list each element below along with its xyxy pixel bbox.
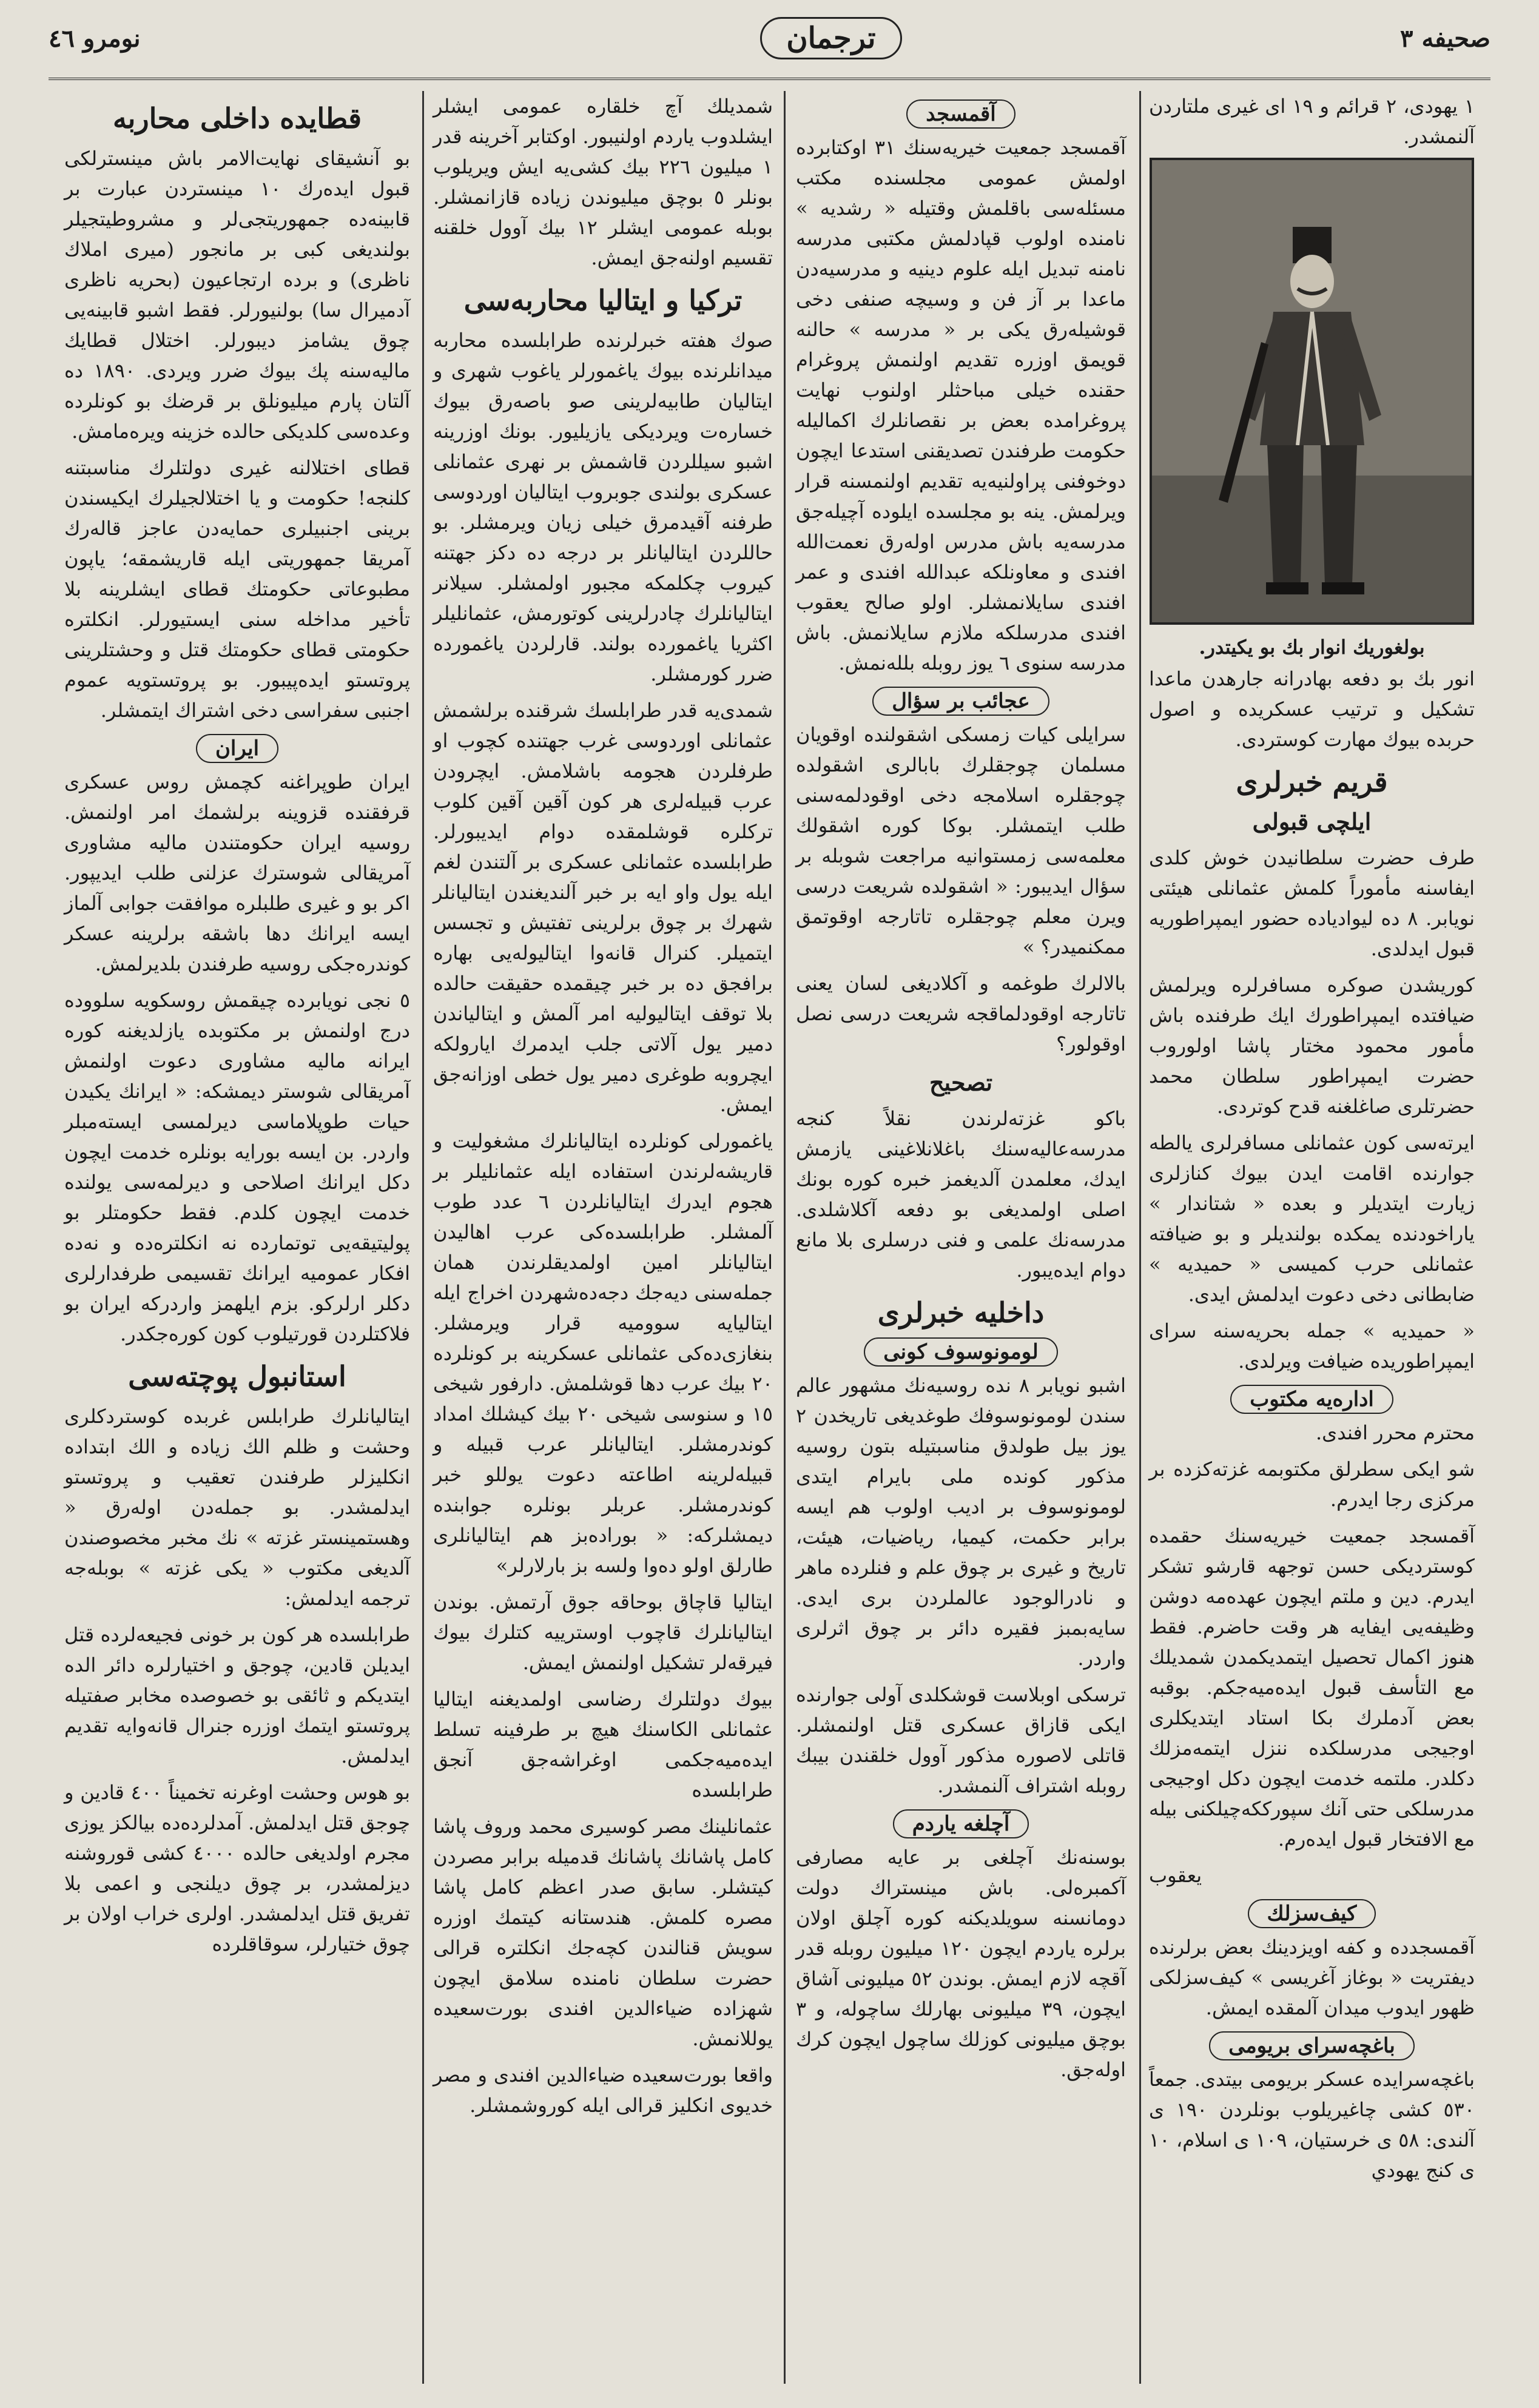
paragraph: انور بك بو دفعه بهادرانه جارهدن ماعدا تشكيل و ترتيب عسكريده و اصول حربده بیوك مهارت كوستردی. bbox=[1149, 667, 1475, 751]
paragraph: یاغمورلی كونلرده ایتالیانلرك مشغولیت و قاریشه‌لرندن استفاده ایله عثمانلیلر بر هجوم ایدرك ایتالیانلردن ٦ عدد طوب آلمشلر. طرابلسده‌كی عرب اهالیدن ایتالیانلر امین اولمدیقلرندن همان جمله‌سنی دیه‌جك دجه‌ده‌شهردن اخراج ایله ایتالیایه سوومیه قرار ویرمشلر. بنغازی‌ده‌كی عثمانلی عسكرینه بر كونلرده ٢٠ بیك عرب دها قوشلمش. دارفور شیخی ١٥ و سنوسی شیخی ٢٠ بیك كیشلك امداد كوندرمشلر. ایتالیانلر عرب قبیله و قبیله‌لرینه اطاعته دعوت یوللو خبر كوندرمشلر. عربلر بونلره جوابنده دیمشلركه: « بوراده‌بز هم ایتالیانلری طارلق اولو ده‌وا ولسه بز بارلارلر» bbox=[433, 1129, 773, 1577]
paragraph: باكو غزته‌لرندن نقلاً كنجه مدرسه‌عالیه‌سنك باغلانلاغینی یازمش ایدك، معلمدن آلدیغمز خبره كوره بونك اصلی اولمدیغی بو دفعه آكلاشلدی. مدرسه‌نك علمی و فنی درسلری بلا مانع دوام ایده‌یبور. bbox=[796, 1107, 1126, 1282]
newspaper-title: ترجمان bbox=[760, 17, 901, 59]
section-heading: استانبول پوچته‌سی bbox=[128, 1360, 346, 1393]
section-heading: اداره‌یه مكتوب bbox=[1149, 1387, 1475, 1411]
newspaper-title-cartouche bbox=[728, 17, 934, 66]
section-heading: ایران bbox=[64, 736, 410, 761]
portrait-photo bbox=[1150, 158, 1474, 625]
paragraph: بو هوس وحشت اوغرنه تخمیناً ٤٠٠ قادین و چوجق قتل ایدلمش. آمدلرده‌ده بیالكز یوزی مجرم اولدیغی حالده ٤٠٠٠ كشی قوروشنه دیزلمشدر، بر چوق دیلنجی و اعمی بلا تفریق قتل ایدلمشدر. اولری خراب اولان بر چوق ختیارلر، سوقاقلرده bbox=[64, 1781, 411, 1956]
paragraph: ایران طوپراغنه كچمش روس عسكری قرفقنده قزوینه برلشمك امر اولنمش. روسیه ایران حكومتندن مالیه مشاوری آمریقالی شوسترك عزلنی طلب ایدیپور. اكر بو و غیری طلبلره موافقت جوابی آلماز ایسه ایرانك دها باشقه برلرینه عسكر كوندره‌جكی روسیه طرفندن بلدیرلمش. bbox=[64, 770, 410, 975]
paragraph: ترسكی اوبلاست قوشكلدی آولی جوارنده ایكی قازاق عسكری قتل اولنمشلر. قاتلی لاصوره مذكور آوول خلقندن بیبك روبله اشتراف آلنمشدر. bbox=[796, 1683, 1126, 1797]
masthead bbox=[49, 17, 1490, 72]
page-number: صحیفه ٣ bbox=[1400, 24, 1490, 53]
section-heading: عجائب بر سؤال bbox=[796, 689, 1126, 713]
paragraph: ٥ نجی نویابرده چیقمش روسكویه سلووده درج اولنمش بر مكتوبده یازلدیغنه كوره ایرانه مالیه مشاوری دعوت اولنمش آمریقالی شوستر دیمشكه: « ایرانك یكیدن حیات طوپلاماسی دیرلمسی ایسته‌مبلر واردر. بن ایسه بورایه بونلره خدمت ایچون دكل ایرانك اصلاحی و دیرلمه‌سی یولنده خدمت ایچون كلدم. فقط حكومتلر بو پولیتیقه‌یی توتمارده نه انكلتره‌ده و نه‌ده افكار عمومیه ایرانك تقسیمی طرفدارلری دكلر ارلركو. بزم ایلهمز واردركه ایران بو فلاكتلردن قورتیلوب كون كوره‌جكدر. bbox=[64, 989, 410, 1345]
section-heading: داخلیه خبرلری bbox=[877, 1296, 1045, 1329]
issue-number: نومرو ٤٦ bbox=[49, 24, 141, 53]
paragraph: شمدی‌یه قدر طرابلسك شرقنده برلشمش عثمانلی اوردوسی غرب جهتنده كچوب او طرفلردن هجومه باشلامش. ایچرودن عرب قبیله‌لری هر كون آقین آقین كلوب تركلره قوشلمقده دوام ایدیبورلر. طرابلسده عثمانلی عسكری بر آلتندن لغم ایله یول واو ایه بر خبر آلندیغندن ایتالیانلر شهرك بر چوق برلرینی تفتیش و تجسس ایتمیلر. كنرال قانه‌وا ایتالیوله‌یی بهاره برافجق ده بر خبر چیقمده حقیقت حالده بلا توقف ایتالیولیه امر آلمش و ایتالیاندن دمیر یول آلاتی جلب ایدمرك ایارولكه ایچروبه طوغری دمیر یول خطی اوزانه‌جق ایمش. bbox=[433, 699, 773, 1116]
paragraph: طرف حضرت سلطانیدن خوش كلدی ایفاسنه مأموراً كلمش عثمانلی هیئتی نویابر. ٨ ده لیوادیاده حضور ایمپراطوریه قبول ایدلدی. bbox=[1149, 846, 1475, 960]
column-3 bbox=[425, 91, 781, 2384]
section-heading: باغچه‌سرای بریومی bbox=[1149, 2034, 1475, 2058]
paragraph: آقمسجد جمعیت خیریه‌سنك حقمده كوستردیكی حسن توجهه قارشو تشكر ایدرم. دین و ملتم ایچون عهده‌مه دوشن وظیفه‌یی ایفایه هر وقت حاضرم. فقط هنوز اكمال تحصیل ایتمدیكمدن شمدیلك مع التأسف قبول ایده‌میه‌جكم. بوقبه بعض آدملرك بكا استاد ایتدیكلری اوجیجی مدرسلكده ننزل ایتمه‌مزلك دكلدر. ملتمه خدمت ایچون دكل اوجیجی مدرسلكی حتی آنك سپورككه‌چیلكنی بیله مع الافتخار قبول ایده‌رم. bbox=[1149, 1524, 1475, 1851]
paragraph: آقمسجد جمعیت خیریه‌سنك ٣١ اوكتابرده اولمش عمومی مجلسنده مكتب مسئله‌سی باقلمش وقتیله « رشدیه » نامنده اولوب قپادلمش مكتبی مدرسه نامنه تبدیل ایله علوم دینیه و مدرسیه‌دن ماعدا بر آز فن و وسیچه صنفی دخی قوشیله‌رق یكی بر « مدرسه » حالنه قویمق اوزره تقدیم اولنمش پروغرام حقنده خیلی مباحثلر اولنوب نهایت پروغرامده بعض بر نقصانلرك اكمالیله حكومت طرفندن تصدیقنی استدعا ایچون دوخوفنی پراولنیه‌یه تقدیم اولنمسنه قرار ویرلمش. ینه بو مجلسده ایلوده آچیله‌جق مدرسه‌یه باش مدرس اوله‌رق نعمت‌الله افندی و معاونلكه عبدالله افندی و عمر افندی سایلانمشلر. اولو صالح يعقوب افندی مدرسلكه ملازم سایلانمش. باش مدرسه سنوی ٦ یوز روبله بلله‌نمش. bbox=[796, 136, 1126, 674]
subheading: ایلچی قبولی bbox=[1252, 808, 1372, 835]
paragraph: بیوك دولتلرك رضاسی اولمدیغنه ایتالیا عثمانلی الكاسنك هیچ بر طرفینه تسلط ایده‌میه‌جكمی اوغراشه‌جق آنجق طرابلسده bbox=[433, 1687, 773, 1801]
paragraph: كوریشدن صوكره مسافرلره ویرلمش ضیافتده ایمپراطورك ایك طرفنده باش مأمور محمود مختار پاشا اولوروب حضرت ایمپراطور سلطان محمد حضرتلری صاغلغنه قدح كوتردی. bbox=[1149, 974, 1475, 1118]
paragraph: بو آنشیقای نهایت‌الامر باش مینسترلكی قبول ایده‌رك ١٠ مینستردن عبارت بر قابینه‌ده جمهوریتجی‌لر و مشروطیتجیلر بولندیغی كبی بر مانجور (میری املاك ناظری) و برده ارتجاعیون (بحریه ناظری آدمیرال سا) بولنیورلر. فقط اشبو قابینه‌یی چوق یشامز دیبورلر. اختلال قطایك مالیه‌سنه پك بیوك ضرر ویردی. ١٨٩٠ ده آلتان پارم میلیونلق بر قرضك بو كونلرده وعده‌سی كلدیكی حالده خزینه ویره‌مامش. bbox=[64, 147, 411, 443]
paragraph: بالالرك طوغمه و آكلادیغی لسان یعنی تاتارجه اوقودلماقجه شریعت درسی نصل اوقولور؟ bbox=[796, 972, 1126, 1055]
paragraph: ١ يهودی، ٢ قرائم و ١٩ ای غیری ملتاردن آلنمشدر. bbox=[1149, 95, 1475, 148]
paragraph: سرایلی كیات زمسكی اشقولنده اوقویان مسلمان چوجقلرك بابالری اشقولده چوجقلره اسلامجه دخی اوقودلمه‌سنی طلب ایتمشلر. بوكا كوره اشقولك معلمه‌سی زمستوانیه مراجعت شوبله بر سؤال ایدیبور: « اشقولده شریعت درسی ویرن معلم چوجقلره تاتارجه اوقوتمق ممكنمیدر؟ » bbox=[796, 723, 1126, 958]
column-2 bbox=[787, 91, 1134, 2384]
section-heading: آقمسجد bbox=[796, 102, 1126, 126]
paragraph: ایتالیا قاچاق بوحاقه جوق آرتمش. بوندن ایتالیانلرك قاچوب اوسترییه كتلرك بیوك فیرقه‌لر تشكیل اولنمش ایمش. bbox=[433, 1590, 773, 1674]
section-heading: تصحیح bbox=[929, 1069, 993, 1096]
column-divider bbox=[784, 91, 786, 2384]
paragraph: ایتالیانلرك طرابلس غربده كوستردكلری وحشت و ظلم الك زیاده و الك ابتداده انكلیزلر طرفندن تعقیب و پروتستو ایدلمشدر. بو جمله‌دن اوله‌رق « وهستمینستر غزته » نك مخبر مخصوصندن آلدیغی مكتوب « یكی غزته » بوبله‌جه ترجمه ایدلمش: bbox=[64, 1405, 410, 1610]
paragraph: « حمیدیه » جمله بحریه‌سنه سرای ایمپراطوریده ضیافت ویرلدی. bbox=[1149, 1319, 1475, 1373]
paragraph: باغچه‌سرایده عسكر بریومی بیتدی. جمعاً ٥٣٠ كشی چاغیریلوب بونلردن ١٩٠ ی آلندی: ٥٨ ی خرستیان، ١٠٩ ی اسلام، ١٠ ی كنج يهودي bbox=[1149, 2068, 1475, 2182]
photo-caption: بولغوريك انوار بك بو يكيتدر. bbox=[1199, 636, 1425, 659]
section-heading: قریم خبرلری bbox=[1236, 765, 1388, 798]
paragraph: طرابلسده هر كون بر خونی فجیعه‌لرده قتل ایدیلن قادین، چوجق و اختیارلره دائر الده ایتدیكم و ثائقی بو خصوصده مخابر صفتیله پروتستو ایتمك اوزره جنرال قانه‌وایه تقدیم ایدلمش. bbox=[64, 1623, 410, 1767]
masthead-rule bbox=[49, 78, 1490, 80]
paragraph: بوسنه‌نك آچلغی بر عایه مصارفی آكمبره‌لی. باش مینستراك دولت دومانسنه سویلدیكنه كوره آچلق اولان برلره یاردم ایچون ١٢٠ میلیون روبله قدر آقچه لازم ایمش. بوندن ٥٢ میلیونی آشاق ایچون، ٣٩ میلیونی بهارلك ساچوله، و ٣ بوچق میلیونی كوزلك ساچول ایچون كرك اوله‌جق. bbox=[796, 1846, 1126, 2081]
column-divider bbox=[422, 91, 424, 2384]
soldier-figure-icon bbox=[1152, 160, 1472, 622]
paragraph: صوك هفته خبرلرنده طرابلسده محاربه میدانلرنده بیوك یاغمورلر یاغوب شهری و ایتالیان طابیه‌لرینی صو باصه‌رق بیوك خساره‌ت ویردیكی یازیلیور. بونك اوزرینه اشبو سیللردن قاشمش بر نهری عثمانلی عسكری بولندی جوبروب ایتالیان اوردوسی طرفنه آقیدمرق خیلی زیان ویرمشلر. بو حاللردن ایتالیانلر بر درجه ده دكز جهتنه كیروب چكلمكه مجبور اولمشلر. سیلانر ایتالیانلرك چادرلرینی كوتورمش، عثمانلیلر اكثریا یاغمورده بولند. قارلردن یاغمورده ضرر كورمشلر. bbox=[433, 329, 773, 685]
paragraph: واقعا بورت‌سعیده ضیاءالدین افندی و مصر خدیوی انكلیز قرالی ایله كوروشمشلر. bbox=[433, 2063, 773, 2117]
subheading: لومونوسوف كونی bbox=[796, 1340, 1126, 1364]
paragraph: آقمسجدده و كفه اویزدینك بعض برلرنده دیفتریت « بوغاز آغریسی » كیف‌سزلكی ظهور ایدوب میدان آلمقده ایمش. bbox=[1149, 1935, 1475, 2019]
signature: يعقوب bbox=[1149, 1864, 1202, 1887]
section-heading: قطایده داخلی محاربه bbox=[112, 102, 362, 135]
paragraph: محترم محرر افندی. bbox=[1315, 1421, 1475, 1444]
paragraph: شمدیلك آچ خلقاره عمومی ایشلر ایشلدوب یاردم اولنیبور. اوكتابر آخرینه قدر ١ میلیون ٢٢٦ بیك كشی‌یه ایش ویریلوب بونلر ٥ بوچق میلیوندن زیاده قازانمشلر. بوبله عمومی ایشلر ١٢ بیك آوول خلقنه تقسیم اولنه‌جق ایمش. bbox=[433, 95, 773, 269]
paragraph: قطای اختلالنه غیری دولتلرك مناسبتنه كلنجه! حكومت و یا اختلالجیلرك ایكیسندن برینی اجنبیلری حمایه‌دن عاجز قاله‌رك آمریقا جمهوریتی ایله قاریشمقه؛ یاپون مطبوعاتی حكومتك قطای ایشلرینه بلا تأخیر مداخله سنی ایستیورلر. انكلتره حكومتی قطای حكومتك قتل و وحشتلرینی پروتستو ایده‌پیبور. بو پروتستویه عموم اجنبی سفراسی دخی اشتراك ایتمشلر. bbox=[64, 456, 410, 722]
section-heading: تركیا و ایتالیا محاربه‌سی bbox=[463, 284, 743, 317]
paragraph: شو ایكی سطرلق مكتوبمه غزته‌كزده بر مركزی رجا ایدرم. bbox=[1149, 1458, 1475, 1511]
section-heading: آچلغه یاردم bbox=[796, 1812, 1126, 1836]
paragraph: ایرته‌سی كون عثمانلی مسافرلری یالطه جوارنده اقامت ایدن بیوك كنازلری زیارت ایتدیلر و بعده « شتاندار » یاراخودنده یمكده بولندیلر و بو ضیافته عثمانلی حرب كمیسی « حمیدیه » ضابطانی دخی دعوت ایدلمش ایدی. bbox=[1149, 1131, 1475, 1306]
column-4 bbox=[56, 91, 419, 2384]
paragraph: اشبو نویابر ٨ نده روسیه‌نك مشهور عالم سندن لومونوسوفك طوغدیغی تاریخدن ٢ یوز بیل طولدق مناسبتیله بتون روسیه مذكور كونده ملی بایرام ایتدی لومونوسوف بر ادیب اولوب هم ایسه برابر حكمت، كیمیا، ریاضیات، هیئت، تاریخ و غیری بر چوق علم و فنلرده ماهر و نادرالوجود عالملردن بری ایدی. سایه‌بمبز فقیره دائر بر چوق اثرلری واردر. bbox=[796, 1374, 1126, 1670]
paragraph: عثمانلینك مصر كوسیری محمد وروف پاشا كامل پاشانك پاشانك قدمیله برابر مصردن كیتشلر. سابق صدر اعظم كامل پاشا مصره كلمش. هندستانه كیتمك اوزره سویش قنالندن كچه‌جك انكلتره قرالی حضرت سلطان نامنده سلامق ایچون شهزاده ضیاءالدین افندی بورت‌سعیده یوللانمش. bbox=[433, 1815, 773, 2050]
column-1 bbox=[1140, 91, 1483, 2384]
section-heading: كیف‌سزلك bbox=[1149, 1902, 1475, 1926]
